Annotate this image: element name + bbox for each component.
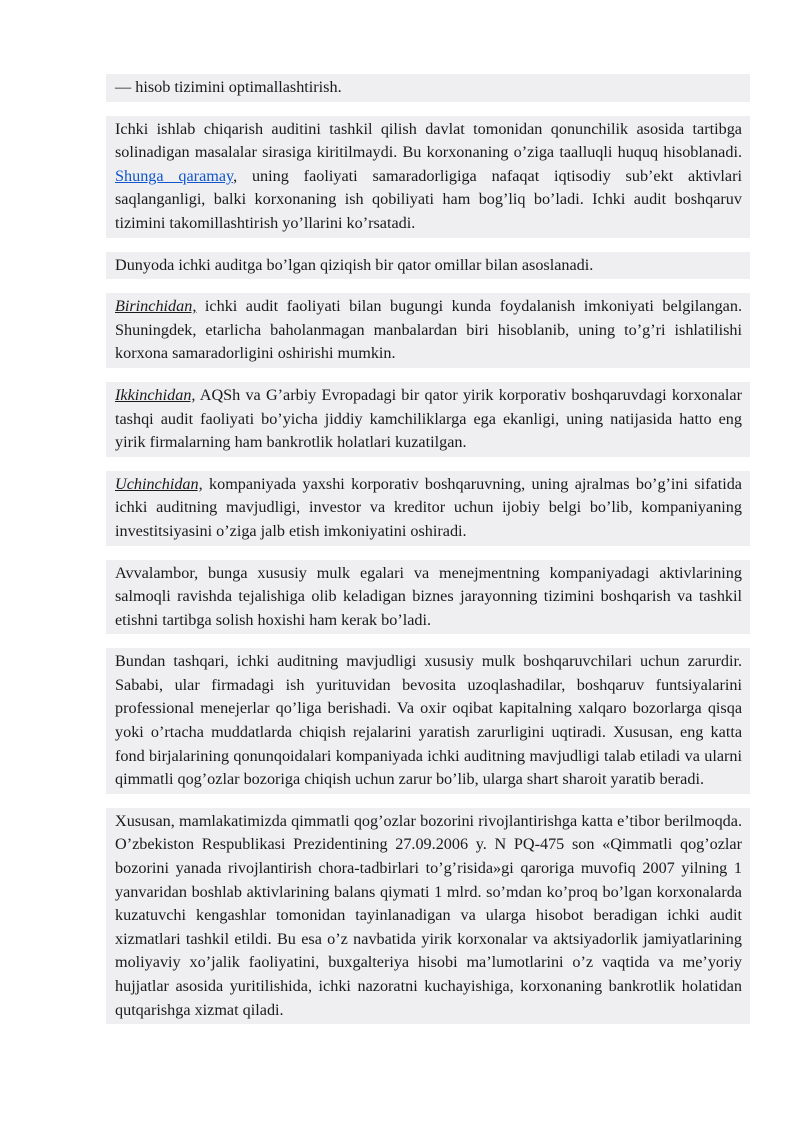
paragraph-gap — [106, 546, 750, 560]
document-body — [106, 74, 750, 1024]
paragraph-private-owners — [106, 648, 750, 794]
paragraph-optimization — [106, 74, 750, 102]
paragraph-lead-word: Uchinchidan, — [115, 474, 203, 493]
paragraph-gap — [106, 238, 750, 252]
paragraph-text: AQSh va G’arbiy Evropadagi bir qator yirik korporativ boshqaruvdagi korxonalar tashqi audit faoliyati bo’yicha jiddiy kamchiliklarga ega ekanligi, uning natijasida hatto eng yirik firmalarning ham bankrotlik holatlari kuzatilgan. — [115, 385, 742, 452]
paragraph-text: kompaniyada yaxshi korporativ boshqaruvning, uning ajralmas bo’g’ini sifatida ichki auditning mavjudligi, investor va kreditor uchun ijobiy belgi bo’lib, kompaniyaning investitsiyasini o’ziga jalb etish imkoniyatini oshiradi. — [115, 474, 742, 540]
paragraph-text: Bundan tashqari, ichki auditning mavjudligi xususiy mulk boshqaruvchilari uchun zarurdir. Sababi, ular firmadagi ish yurituvidan bevosita uzoqlashadilar, boshqaruv funtsiyalarini professional menejerlar qo’liga berishadi. Va oxir oqibat kapitalning xalqaro bozorlarga qisqa yoki o’rtacha muddatlarda chiqish rejalarini yaratish zarurligini uqtiradi. Xususan, eng katta fond birjalarining qonunqoidalari kompaniyada ichki auditning mavjudligi talab etiladi va ularni qimmatli qog’ozlar bozoriga chiqish uchun zarur bo’lib, ularga shart sharoit yaratib beradi. — [115, 652, 742, 789]
paragraph-gap — [106, 634, 750, 648]
paragraph-third-reason — [106, 471, 750, 546]
paragraph-text: Avvalambor, bunga xususiy mulk egalari va menejmentning kompaniyadagi aktivlarining salmoqli ravishda tejalishiga olib keladigan biznes jarayonning tizimini boshqarish va tashkil etishni tartibga solish hoxishi ham kerak bo’ladi. — [115, 563, 742, 629]
paragraph-gap — [106, 279, 750, 293]
paragraph-first-reason — [106, 293, 750, 368]
paragraph-text: ichki audit faoliyati bilan bugungi kunda foydalanish imkoniyati belgilangan. Shuningdek, etarlicha baholanmagan manbalardan biri hisoblanib, uning to’g’ri ishlatilishi korxona samaradorligini oshirishi mumkin. — [115, 297, 742, 363]
paragraph-text: — hisob tizimini optimallashtirish. — [115, 78, 342, 96]
paragraph-text: Dunyoda ichki auditga bo’lgan qiziqish bir qator omillar bilan asoslanadi. — [115, 255, 594, 274]
paragraph-lead-word: Ikkinchidan, — [115, 385, 196, 404]
paragraph-text: Xususan, mamlakatimizda qimmatli qog’ozlar bozorini rivojlantirishga katta e’tibor berilmoqda. O’zbekiston Respublikasi Prezidentining 27.09.2006 y. N PQ-475 son «Qimmatli qog’ozlar bozorini yanada rivojlantirish chora-tadbirlari to’g’risida»gi qaroriga muvofiq 2007 yilning 1 yanvaridan boshlab aktivlarining balans qiymati 1 mlrd. so’mdan ko’proq bo’lgan korxonalarda kuzatuvchi kengashlar tomonidan tayinlanadigan va ularga hisobot beradigan ichki audit xizmatlari tashkil etildi. Bu esa o’z navbatida yirik korxonalar va aktsiyadorlik jamiyatlarining moliyaviy xo’jalik faoliyatini, buxgalteriya hisobi ma’lumotlarini o’z vaqtida va me’yoriy hujjatlar asosida yuritilishida, ichki nazoratni kuchayishiga, korxonaning bankrotlik holatidan qutqarishga xizmat qiladi. — [115, 811, 742, 1019]
paragraph-world-interest — [106, 252, 750, 280]
paragraph-lead-word: Birinchidan, — [115, 297, 197, 316]
paragraph-gap — [106, 368, 750, 382]
shunga-qaramay-link[interactable]: Shunga qaramay — [115, 166, 234, 185]
paragraph-gap — [106, 457, 750, 471]
paragraph-text: , uning faoliyati samaradorligiga nafaqat iqtisodiy sub’ekt aktivlari saqlanganligi, balki korxonaning ish qobiliyati ham bog’liq bo’ladi. Ichki audit boshqaruv tizimini takomillashtirish yo’llarini ko’rsatadi. — [115, 166, 742, 232]
paragraph-text: Ichki ishlab chiqarish auditini tashkil qilish davlat tomonidan qonunchilik asosida tartibga solinadigan masalalar sirasiga kiritilmaydi. Bu korxonaning o’ziga taalluqli huquq hisoblanadi. — [115, 119, 742, 162]
paragraph-securities-market — [106, 808, 750, 1024]
paragraph-second-reason — [106, 382, 750, 457]
paragraph-internal-audit-intro — [106, 116, 750, 238]
paragraph-owners-management — [106, 560, 750, 635]
paragraph-gap — [106, 794, 750, 808]
paragraph-gap — [106, 102, 750, 116]
